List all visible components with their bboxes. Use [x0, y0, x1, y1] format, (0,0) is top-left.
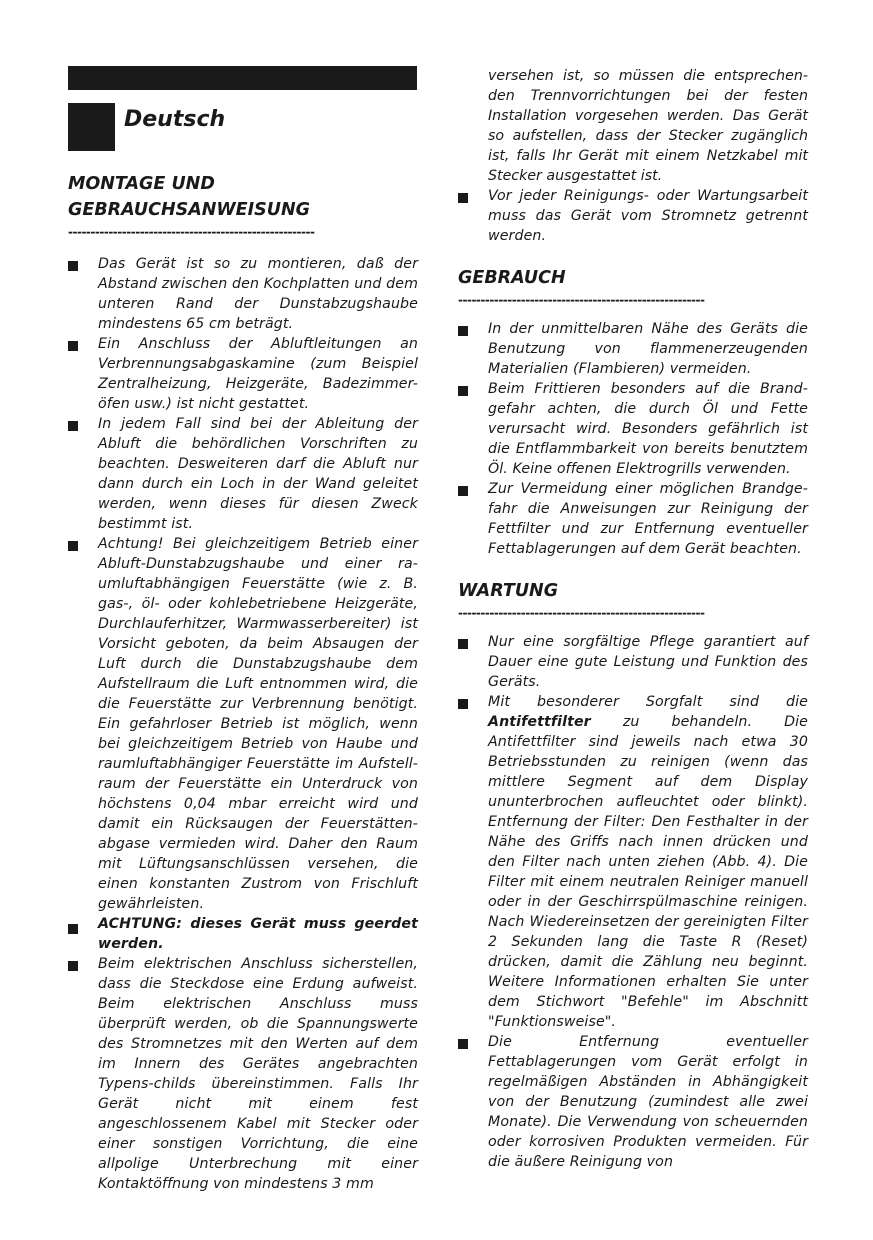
- list-item-text: Beim elektrischen Anschluss sicherstellen, dass die Steckdose eine Erdung aufweist. Beim elektrischen Anschluss muss überprüft werden, ob die Spannungswerte des Stromnetzes mit den Werten auf dem im Innern des Gerätes angebrachten Typens-childs übereinstimmen. Falls Ihr Gerät nicht mit einem fest angeschlossenem Kabel mit Stecker oder einer sonstigen Vorrichtung, die eine allpolige Unterbrechung mit einer Kontaktöffnung von mindestens 3 mm: [98, 956, 418, 1192]
- language-header: [68, 103, 418, 151]
- bullet-icon: [458, 486, 468, 496]
- list-item-text: Beim Frittieren besonders auf die Brand-gefahr achten, die durch Öl und Fette verursacht wird. Besonders gefährlich ist die Entflammbarkeit von bereits benutztem Öl. Keine offenen Elektrogrills verwenden.: [488, 381, 808, 477]
- bullet-icon: [68, 421, 78, 431]
- list-item-warning: [68, 914, 418, 954]
- left-column: [68, 66, 418, 1194]
- list-item: [458, 379, 808, 479]
- bullet-icon: [458, 326, 468, 336]
- header-bar: [68, 66, 417, 90]
- bullet-icon: [68, 924, 78, 934]
- filter-keyword: Antifettfilter: [488, 714, 591, 730]
- list-item: [458, 319, 808, 379]
- continued-paragraph: versehen ist, so müssen die entsprechen-den Trennvorrichtungen bei der festen Installation vorgesehen werden. Das Gerät so aufstellen, dass der Stecker zugänglich ist, falls Ihr Gerät mit einem Netzkabel mit Stecker ausgestattet ist.: [488, 68, 808, 184]
- section-rule: -------------------------------------------------------: [68, 225, 315, 239]
- section-rule: -------------------------------------------------------: [458, 606, 705, 620]
- list-item: [458, 1032, 808, 1172]
- list-item-text: In jedem Fall sind bei der Ableitung der Abluft die behördlichen Vorschriften zu beachten. Desweiteren darf die Abluft nur dann durch ein Loch in der Wand geleitet werden, wenn dieses für diesen Zweck bestimmt ist.: [98, 416, 418, 532]
- right-column: [458, 66, 808, 1172]
- gebrauch-list: [458, 319, 808, 559]
- section-title-line2: GEBRAUCHSANWEISUNG: [68, 200, 310, 220]
- language-title: Deutsch: [124, 107, 226, 132]
- bullet-icon: [68, 961, 78, 971]
- wartung-list: [458, 632, 808, 1172]
- list-item-text: Vor jeder Reinigungs- oder Wartungsarbeit muss das Gerät vom Stromnetz getrennt werden.: [488, 188, 808, 244]
- list-item-text: Das Gerät ist so zu montieren, daß der Abstand zwischen den Kochplatten und dem unteren Rand der Dunstabzugshaube mindestens 65 cm beträgt.: [98, 256, 418, 332]
- list-item: [68, 414, 418, 534]
- list-item: [458, 479, 808, 559]
- bullet-icon: [458, 193, 468, 203]
- bullet-icon: [458, 639, 468, 649]
- wartung-title: WARTUNG: [458, 581, 559, 601]
- list-item: [68, 534, 418, 914]
- list-item-text: Ein Anschluss der Abluftleitungen an Verbrennungsabgaskamine (zum Beispiel Zentralheizung, Heizgeräte, Badezimmer-öfen usw.) ist nicht gestattet.: [98, 336, 418, 412]
- list-item: [458, 632, 808, 692]
- list-item-text: Die Entfernung eventueller Fettablagerungen vom Gerät erfolgt in regelmäßigen Abständen in Abhängigkeit von der Benutzung (zumindest alle zwei Monate). Die Verwendung von scheuernden oder korrosiven Produkten vermeiden. Für die äußere Reinigung von: [488, 1034, 808, 1170]
- list-item-text: Zur Vermeidung einer möglichen Brandge-fahr die Anweisungen zur Reinigung der Fettfilter und zur Entfernung eventueller Fettablagerungen auf dem Gerät beachten.: [488, 481, 808, 557]
- montage-list: [68, 254, 418, 1194]
- list-item-text: Nur eine sorgfältige Pflege garantiert auf Dauer eine gute Leistung und Funktion des Geräts.: [488, 634, 808, 690]
- bullet-icon: [68, 341, 78, 351]
- bullet-icon: [458, 699, 468, 709]
- list-item: [458, 692, 808, 1032]
- list-item: [68, 334, 418, 414]
- warning-text: ACHTUNG: dieses Gerät muss geerdet werden.: [98, 916, 418, 952]
- list-item-text: Achtung! Bei gleichzeitigem Betrieb einer Abluft-Dunstabzugshaube und einer ra-umluftabhängigen Feuerstätte (wie z. B. gas-, öl- oder kohlebetriebene Heizgeräte, Durchlauferhitzer, Warmwasserbereiter) ist Vorsicht geboten, da beim Absaugen der Luft durch die Dunstabzugshaube dem Aufstellraum die Luft entnommen wird, die die Feuerstätte zur Verbrennung benötigt. Ein gefahrloser Betrieb ist möglich, wenn bei gleichzeitigem Betrieb von Haube und raumluftabhängiger Feuerstätte im Aufstell-raum der Feuerstätte ein Unterdruck von höchstens 0,04 mbar erreicht wird und damit ein Rücksaugen der Feuerstätten-abgase vermieden wird. Daher den Raum mit Lüftungsanschlüssen versehen, die einen konstanten Zustrom von Frischluft gewährleisten.: [98, 536, 418, 912]
- list-item: [458, 186, 808, 246]
- language-marker-box: [68, 103, 115, 151]
- cleaning-list: [458, 186, 808, 246]
- section-title-line1: MONTAGE UND: [68, 174, 215, 194]
- list-item-text: [488, 692, 808, 1032]
- filter-instructions-text: zu behandeln. Die Antifettfilter sind jeweils nach etwa 30 Betriebsstunden zu reinigen (wenn das mittlere Segment auf dem Display ununterbrochen aufleuchtet oder blinkt). Entfernung der Filter: Den Festhalter in der Nähe des Griffs nach innen drücken und den Filter nach unten ziehen (Abb. 4). Die Filter mit einem neutralen Reiniger manuell oder in der Geschirrspülmaschine reinigen. Nach Wiedereinsetzen der gereinigten Filter 2 Sekunden lang die Taste R (Reset) drücken, damit die Zählung neu beginnt. Weitere Informationen erhalten Sie unter dem Stichwort "Befehle" im Abschnitt "Funktionsweise".: [488, 714, 808, 1030]
- section-rule: -------------------------------------------------------: [458, 293, 705, 307]
- list-item: [68, 254, 418, 334]
- filter-intro-text: Mit besonderer Sorgfalt sind die: [488, 694, 808, 710]
- list-item-text: In der unmittelbaren Nähe des Geräts die Benutzung von flammenerzeugenden Materialien (Flambieren) vermeiden.: [488, 321, 808, 377]
- montage-heading: [68, 171, 418, 223]
- gebrauch-title: GEBRAUCH: [458, 268, 566, 288]
- bullet-icon: [68, 541, 78, 551]
- list-item: [68, 954, 418, 1194]
- bullet-icon: [458, 386, 468, 396]
- bullet-icon: [68, 261, 78, 271]
- bullet-icon: [458, 1039, 468, 1049]
